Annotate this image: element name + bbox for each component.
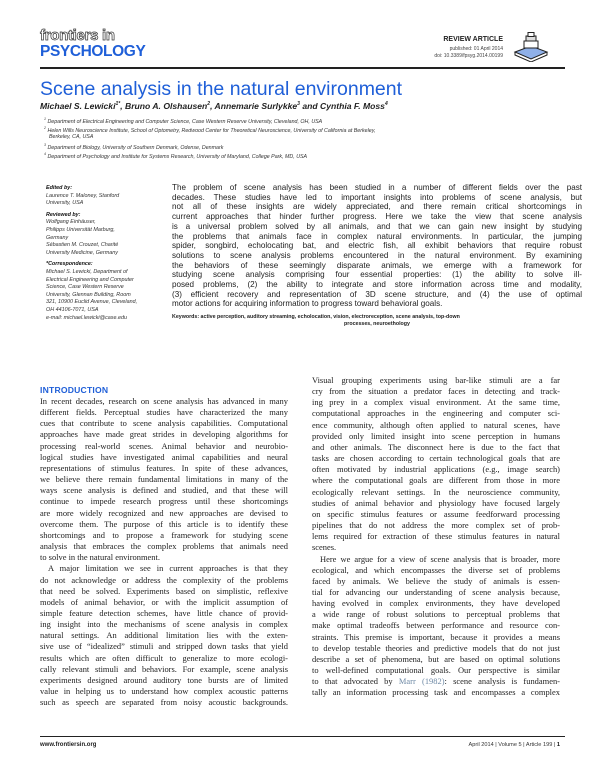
body-line: computational approaches in the engineering and computer sci- (312, 408, 560, 419)
affiliation-number: 2 (44, 125, 46, 130)
affiliation (44, 143, 223, 151)
correspondence-line: University, Glennan Building, Room (46, 291, 131, 298)
body-line: do not acknowledge or address the complexity of the problems (40, 574, 288, 585)
reviewer-line: University Medicine, Germany (46, 249, 118, 256)
abstract-line: current approaches that hinder further progress. Here we take the view that scene analysis (172, 212, 582, 222)
body-line: a wide range of robust solutions to perceptual problems that (312, 609, 560, 620)
reviewer-line: Germany (46, 234, 69, 241)
affiliation (49, 134, 93, 140)
body-line: straints. This premise is important, because it provides a means (312, 631, 560, 642)
body-line: analysis that embraces the complex problems that animals need (40, 541, 288, 552)
abstract-line: decades. These studies have led to important insights into problems of scene analysis, but (172, 192, 582, 202)
correspondence-line: OH 44106-7071, USA (46, 306, 99, 313)
body-line: ways scene analysis is defined and studied, and that these will (40, 485, 288, 496)
text-span: : scene analysis is fundamen- (444, 676, 560, 687)
body-line: cues that contribute to scene analysis capabilities. Computational (40, 418, 288, 429)
correspondence-line: Michael S. Lewicki, Department of (46, 268, 128, 275)
body-line: ecological, and which encompasses the diverse set of problems (312, 564, 560, 575)
right-column (312, 375, 560, 699)
author-affil: 4 (384, 101, 388, 108)
article-info-sidebar (46, 185, 168, 322)
published-date: published: 01 April 2014 (449, 46, 503, 52)
body-line: describe a set of phenomena, but are based on optimal solutions (312, 653, 560, 664)
affiliation-number: 1 (44, 117, 46, 121)
body-line: In recent decades, research on scene analysis has advanced in many (40, 396, 288, 406)
abstract (172, 183, 582, 309)
body-line: results which are often difficult to generalize to more ecologi- (40, 652, 288, 663)
author-name[interactable]: Annemarie Surlykke (214, 101, 298, 111)
separator: , (210, 101, 215, 111)
journal-logo-line2: PSYCHOLOGY (40, 43, 146, 60)
affiliation-text: Berkeley, CA, USA (49, 134, 94, 140)
correspondence-line: 321, 10900 Euclid Avenue, Cleveland, (46, 299, 138, 306)
text-span: to that advocated by (312, 676, 399, 687)
abstract-line: the behaviors of these seemingly disparate animals, we emerge with a framework for (172, 260, 582, 270)
reviewed-by-label: Reviewed by: (46, 211, 81, 218)
body-line: provided only limited insight into scene perception in humans (312, 430, 560, 441)
body-line: on specific stimulus features or assume feedforward processing (312, 508, 560, 519)
edited-by-label: Edited by: (46, 185, 73, 191)
body-line: tally an information processing task and encompasses a complex (312, 687, 560, 698)
abstract-line: (3) efficient recovery and representation of 3D scene structure, and (4) the use of optimal (172, 289, 582, 299)
abstract-line: solutions to scene analysis problems encountered in the natural environment. By examining (172, 250, 582, 260)
body-line: A major limitation we see in current approaches is that they (48, 563, 288, 574)
abstract-line: motor actions for acquiring information to progress toward behavioral goals. (172, 299, 443, 309)
body-line: tial for advancing our understanding of scene analysis because, (312, 586, 560, 597)
body-line: and other animals. The disconnect here is due to the fact that (312, 441, 560, 452)
paragraph (40, 563, 288, 708)
body-line: often motivated by industrial applications (e.g., image search) (312, 464, 560, 475)
body-line: cry from the situation a predator faces in detecting and track- (312, 386, 560, 397)
author-affil: 3 (297, 101, 300, 108)
affiliation (44, 126, 375, 134)
body-line: Here we argue for a view of scene analysis that is broader, more (320, 553, 560, 564)
body-line: models of animal behavior, or with the implicit assumption of (40, 596, 288, 607)
abstract-line: spider, songbird, echolocating bat, and electric fish, all exhibit behaviors that require robust (172, 241, 582, 251)
author-affil: 1* (115, 101, 121, 108)
body-line: ecologically relevant settings. In the neuroscience community, (312, 486, 560, 497)
body-line: sive use of “idealized” stimuli and stripped down tasks that yield (40, 641, 288, 652)
affiliation-text: Helen Wills Neuroscience Institute, School of Optometry, Redwood Center for Theoretical Neuroscience, University of California at Berkeley, (47, 127, 376, 134)
author-affil: 2 (207, 101, 211, 108)
body-line: Visual grouping experiments using bar-like stimuli are a far (312, 375, 560, 385)
keywords-line: processes, neuroethology (344, 321, 410, 328)
affiliation-number: 4 (44, 151, 46, 156)
issue-info (469, 742, 560, 748)
body-line: processing real-world scenes. Animal behavior and neurobio- (40, 440, 288, 451)
page-number: 1 (556, 742, 560, 748)
editor-line: Laurence T. Maloney, Stanford (46, 192, 120, 199)
abstract-line: the problems that animals face in complex natural environments. In particular, the jumping (172, 231, 582, 241)
body-line: representations of stimulus features. In spite of these advances, (40, 462, 288, 473)
reviewer-line: Wolfgang Einhäuser, (46, 219, 96, 226)
correspondence-line: Science, Case Western Reserve (46, 284, 124, 291)
body-line: natural settings. An additional limitation lies with the exten- (40, 630, 288, 641)
separator: , (120, 101, 125, 111)
body-line: make optimal tradeoffs between performance and resource con- (312, 620, 560, 631)
editor-line: University, USA (46, 200, 84, 207)
journal-logo-line1: frontiers in (40, 27, 115, 44)
abstract-line: posed problems, (2) the ability to integrate and store information across time and modality, (172, 280, 582, 290)
affiliation-text: Department of Biology, University of Southern Denmark, Odense, Denmark (47, 144, 224, 151)
body-line: continue to impede research progress until these shortcomings (40, 496, 288, 507)
abstract-line: studying scene analysis comprising four essential properties: (1) the ability to solve ill- (172, 270, 582, 280)
body-line: faced by animals. We believe the study of animals is essen- (312, 575, 560, 586)
left-column (40, 396, 288, 708)
body-line: pipelines that do not address the more complex set of prob- (312, 520, 560, 531)
body-line (312, 676, 560, 687)
body-line: different fields. Perceptual studies have characterized the many (40, 407, 288, 418)
issue-text: April 2014 | Volume 5 | Article 199 | (468, 742, 557, 748)
citation-link[interactable]: Marr (1982) (398, 676, 445, 687)
body-line: lems required for extraction of these stimulus features in natural (312, 531, 560, 542)
body-line: to well-defined computational goals. Our perspective is similar (312, 665, 560, 676)
body-line: approaches have made great strides in developing algorithms for (40, 429, 288, 440)
abstract-line: The problem of scene analysis has been studied in a number of different fields over the past (172, 183, 582, 192)
author-name[interactable]: Cynthia F. Moss (320, 101, 385, 111)
body-line: such as speech are separated from noisy acoustic backgrounds. (40, 697, 288, 708)
body-line: scenes. (312, 542, 337, 553)
body-line: cally relevant stimuli and behaviors. For example, scene analysis (40, 663, 288, 674)
affiliation (44, 117, 322, 125)
keywords (172, 314, 582, 329)
header-rule (40, 67, 565, 69)
body-line: having evolved in complex environments, they have developed (312, 598, 560, 609)
author-name[interactable]: Bruno A. Olshausen (124, 101, 208, 111)
article-title: Scene analysis in the natural environment (40, 78, 403, 100)
article-type: REVIEW ARTICLE (443, 36, 503, 43)
line-group (46, 193, 168, 208)
body-line: are more widely recognized and new approaches are devised to (40, 507, 288, 518)
body-line: to develop testable theories and predictive models that do not just (312, 642, 560, 653)
affiliation-number: 3 (44, 143, 46, 147)
correspondence-line: e-mail: michael.lewicki@case.edu (46, 314, 127, 321)
body-line: studies of animal behavior and physiology have focused largely (312, 497, 560, 508)
abstract-line: not all of these insights are widely appreciated, and there remain critical shortcomings in (172, 202, 582, 212)
author-list (40, 101, 388, 111)
body-line: ing prey in a complex visual environment. At the same time, (312, 397, 560, 408)
body-line: we believe there remain fundamental limitations in many of the (40, 474, 288, 485)
section-heading-introduction: INTRODUCTION (40, 385, 109, 395)
affiliation (44, 152, 307, 160)
body-line: where the computational goals are different from those in more (312, 475, 560, 486)
body-line: that need be solved. Experiments based on simplistic, reflexive (40, 585, 288, 596)
keywords-line: Keywords: active perception, auditory streaming, echolocation, vision, electroreception, scene analysis, top-down (172, 314, 460, 320)
reviewer-line: Philipps Universität Marburg, (46, 226, 115, 233)
body-line: ence community, although often applied to natural scenes, have (312, 419, 560, 430)
footer-rule (40, 736, 565, 737)
abstract-line: is a universal problem solved by all animals, and that we can gain new insight by studying (172, 221, 582, 231)
body-line: shortcomings and to propose a framework for studying scene (40, 529, 288, 540)
body-line: tasks are chosen according to certain technological goals that are (312, 453, 560, 464)
body-line: experiments designed around auditory tone bursts are of limited (40, 674, 288, 685)
correspondence-label: *Correspondence: (46, 261, 93, 268)
body-line: overcome them. The purpose of this article is to identify these (40, 518, 288, 529)
correspondence-line: Electrical Engineering and Computer (46, 276, 134, 283)
paragraph (312, 375, 560, 554)
line-group (46, 219, 168, 257)
body-line: simple feature detection schemes, have little chance of provid- (40, 607, 288, 618)
body-line: to solve in the natural environment. (40, 552, 160, 563)
crossmark-stack-icon[interactable] (513, 32, 549, 62)
body-line: ing insight into the mechanisms of scene analysis in complex (40, 619, 288, 630)
body-line: value in helping us to understand how complex acoustic patterns (40, 686, 288, 697)
affiliation-text: Department of Psychology and Institute for Systems Research, University of Maryland, College Park, MD, USA (47, 153, 308, 160)
author-name[interactable]: Michael S. Lewicki (40, 101, 116, 111)
doi: doi: 10.3389/fpsyg.2014.00199 (434, 53, 503, 59)
website-link[interactable]: www.frontiersin.org (40, 742, 97, 748)
line-group (46, 269, 168, 322)
paragraph (40, 396, 288, 563)
paragraph (312, 554, 560, 699)
affiliation-text: Department of Electrical Engineering and Computer Science, Case Western Reserve University, Cleveland, OH, USA (47, 118, 323, 125)
separator: and (299, 101, 321, 111)
reviewer-line: Sébastien M. Crouzet, Charité (46, 242, 119, 249)
body-line: logical studies have investigated animal capabilities and neural (40, 451, 288, 462)
line-group (172, 183, 582, 309)
